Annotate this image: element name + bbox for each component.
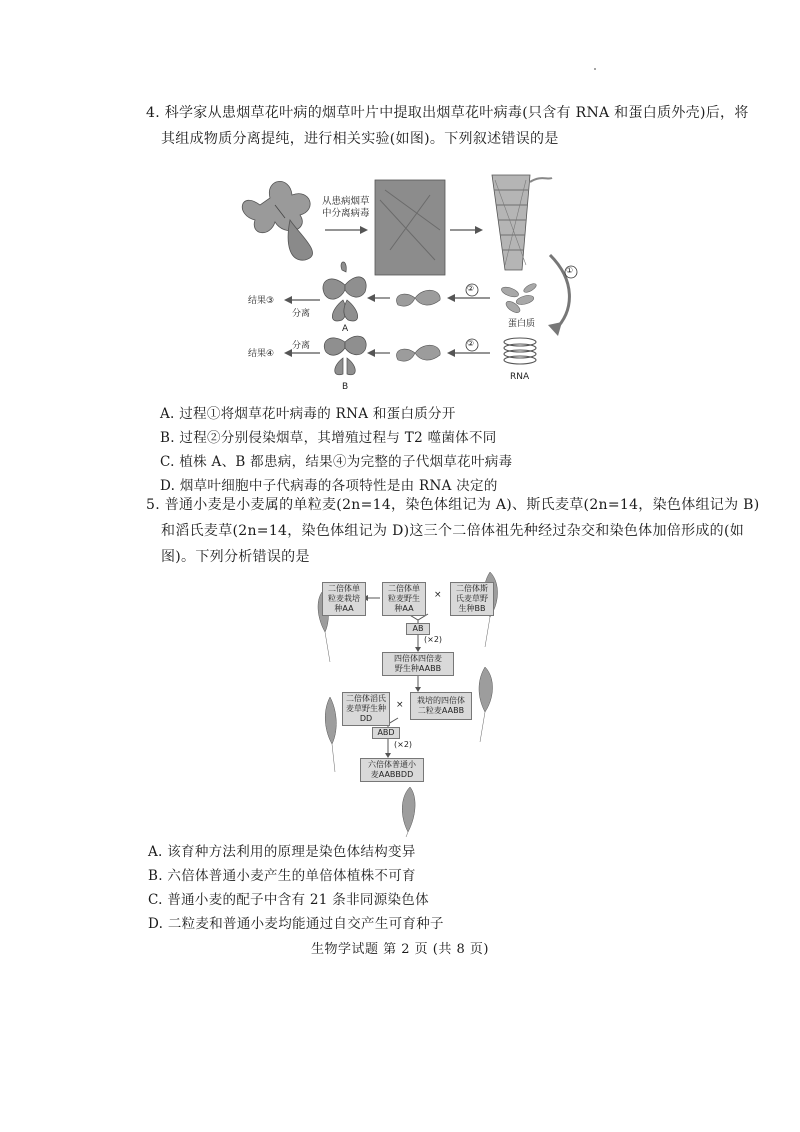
q5-option-b: B. 六倍体普通小麦产生的单倍体植株不可育 xyxy=(148,868,416,884)
doubling-1: (×2) xyxy=(424,635,443,644)
box-hexaploid-wheat-line1: 六倍体普通小 xyxy=(368,760,416,769)
box-tetraploid-wild-line1: 四倍体四倍麦 xyxy=(394,654,442,663)
healthy-leaf-top-icon xyxy=(396,290,440,306)
cross-symbol-1: × xyxy=(434,590,442,600)
separate-top-label: 分离 xyxy=(292,309,311,319)
box-aegilops-tauschii-line2: 麦草野生种 xyxy=(346,704,386,713)
tmv-virus-icon xyxy=(492,175,552,270)
step2-marker-top: ② xyxy=(467,284,475,293)
q4-option-a: A. 过程①将烟草花叶病毒的 RNA 和蛋白质分开 xyxy=(160,406,456,422)
hybrid-ab: AB xyxy=(406,623,430,635)
box-aegilops-speltoides-line1: 二倍体斯 xyxy=(456,584,488,593)
q5-option-c: C. 普通小麦的配子中含有 21 条非同源染色体 xyxy=(148,892,429,908)
q5-stem-line2: 和滔氏麦草(2n=14，染色体组记为 D)这三个二倍体祖先种经过杂交和染色体加倍形成的(如 xyxy=(161,523,745,539)
box-einkorn-wild-line1: 二倍体单 xyxy=(388,584,420,593)
plant-b-label: B xyxy=(342,382,349,392)
box-einkorn-wild xyxy=(382,582,426,616)
plant-a-label: A xyxy=(342,324,349,334)
protein-icon xyxy=(500,282,537,315)
box-einkorn-wild-line3: 种AA xyxy=(394,604,414,613)
plant-b-icon xyxy=(324,336,366,375)
q5-wheat-figure xyxy=(300,572,510,837)
result3-label: 结果③ xyxy=(248,296,275,306)
q4-option-d: D. 烟草叶细胞中子代病毒的各项特性是由 RNA 决定的 xyxy=(160,478,498,494)
scan-speck xyxy=(594,68,596,70)
q5-option-d: D. 二粒麦和普通小麦均能通过自交产生可育种子 xyxy=(148,916,444,932)
page-footer: 生物学试题 第 2 页 (共 8 页) xyxy=(311,942,489,957)
extract-label-line1: 从患病烟草 xyxy=(322,196,370,207)
healthy-leaf-bottom-icon xyxy=(396,345,440,361)
step1-marker: ① xyxy=(566,266,574,275)
hybrid-abd: ABD xyxy=(372,727,400,739)
q5-option-a: A. 该育种方法利用的原理是染色体结构变异 xyxy=(148,844,416,860)
box-tetraploid-wild xyxy=(382,652,454,676)
box-einkorn-cultivated xyxy=(322,582,366,616)
cross-symbol-2: × xyxy=(396,700,404,710)
box-aegilops-speltoides-line3: 生种BB xyxy=(458,604,486,613)
box-hexaploid-wheat xyxy=(360,758,424,782)
q4-stem-line1: 4. 科学家从患烟草花叶病的烟草叶片中提取出烟草花叶病毒(只含有 RNA 和蛋白质外壳)后，将 xyxy=(146,105,749,121)
box-hexaploid-wheat-line2: 麦AABBDD xyxy=(370,770,414,779)
box-tetraploid-cultivated xyxy=(410,692,472,720)
plant-a-icon xyxy=(323,262,366,321)
box-aegilops-speltoides xyxy=(450,582,494,616)
result4-label: 结果④ xyxy=(248,349,275,359)
protein-label: 蛋白质 xyxy=(508,319,536,329)
rna-label: RNA xyxy=(510,372,530,382)
box-tetraploid-cultivated-line2: 二粒麦AABB xyxy=(417,706,465,715)
box-einkorn-wild-line2: 粒麦野生 xyxy=(388,594,420,603)
box-aegilops-tauschii-line3: DD xyxy=(359,714,373,723)
box-einkorn-cultivated-line3: 种AA xyxy=(334,604,354,613)
box-aegilops-tauschii xyxy=(342,692,390,726)
q4-option-c: C. 植株 A、B 都患病，结果④为完整的子代烟草花叶病毒 xyxy=(160,454,513,470)
q4-stem-line2: 其组成物质分离提纯，进行相关实验(如图)。下列叙述错误的是 xyxy=(161,131,559,147)
box-aegilops-tauschii-line1: 二倍体滔氏 xyxy=(346,694,386,703)
step2-marker-bottom: ② xyxy=(467,339,475,348)
box-tetraploid-cultivated-line1: 栽培的四倍体 xyxy=(417,696,465,705)
q4-tmv-figure xyxy=(230,160,590,400)
virus-micrograph xyxy=(375,180,445,275)
q4-figure-svg xyxy=(230,160,590,400)
diseased-leaf-icon xyxy=(242,181,312,260)
q5-stem-line1: 5. 普通小麦是小麦属的单粒麦(2n=14，染色体组记为 A)、斯氏麦草(2n=14，染色体组记为 B) xyxy=(146,497,760,513)
box-einkorn-cultivated-line1: 二倍体单 xyxy=(328,584,360,593)
doubling-2: (×2) xyxy=(394,740,413,749)
q5-stem-line3: 图)。下列分析错误的是 xyxy=(161,549,310,565)
box-einkorn-cultivated-line2: 粒麦栽培 xyxy=(328,594,360,603)
box-aegilops-speltoides-line2: 氏麦草野 xyxy=(456,594,488,603)
separate-bottom-label: 分离 xyxy=(292,341,311,351)
extract-label-line2: 中分离病毒 xyxy=(322,208,370,219)
q4-option-b: B. 过程②分别侵染烟草，其增殖过程与 T2 噬菌体不同 xyxy=(160,430,497,446)
rna-icon xyxy=(504,338,536,364)
box-tetraploid-wild-line2: 野生种AABB xyxy=(394,664,442,673)
